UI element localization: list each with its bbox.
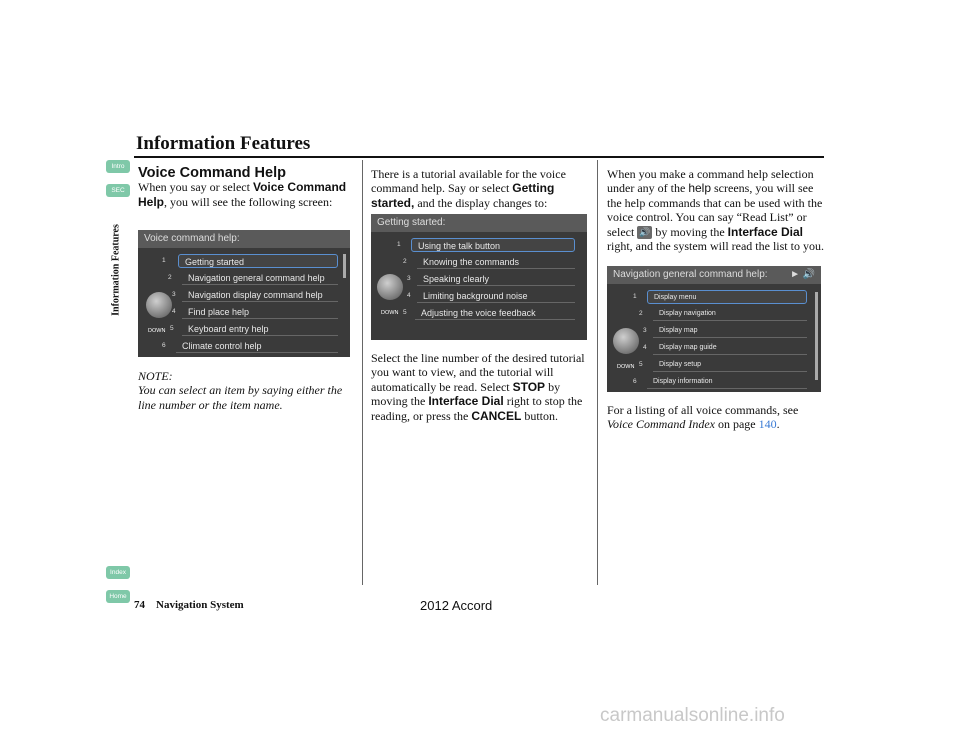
column-divider — [362, 160, 363, 585]
screen-item[interactable]: Find place help — [182, 305, 338, 319]
screen-item[interactable]: Display setup — [653, 358, 807, 372]
paragraph: For a listing of all voice commands, see Voice Command Index on page 140. — [607, 403, 799, 432]
screen-item[interactable]: Adjusting the voice feedback — [415, 306, 575, 320]
screen-item[interactable]: Getting started — [178, 254, 338, 268]
intro-button[interactable]: Intro — [106, 160, 130, 173]
navigation-general-command-help-screen: Navigation general command help: ► 🔊 DOWN 1 2 3 4 5 6 Display menu Display navigation Display map Display map guide Display setup Display information — [607, 266, 821, 392]
page-title: Information Features — [136, 133, 311, 154]
down-label: DOWN — [617, 364, 635, 370]
screen-item[interactable]: Display navigation — [653, 307, 807, 321]
screen-item[interactable]: Speaking clearly — [417, 272, 575, 286]
column-2-intro — [371, 167, 589, 210]
speaker-icon[interactable]: 🔊 — [639, 227, 651, 238]
screen-item[interactable]: Climate control help — [176, 339, 338, 353]
column-divider — [597, 160, 598, 585]
index-button[interactable]: Index — [106, 566, 130, 579]
paragraph: There is a tutorial available for the voice command help. Say or select Getting started, and the display changes to: — [371, 167, 566, 210]
note-label: NOTE: — [138, 369, 173, 383]
column-3-intro — [607, 167, 825, 254]
paragraph: When you make a command help selection under any of the help screens, you will see the help commands that can be used with the voice control. You can say “Read List” or select 🔊 by moving the Interface Dial right, and the system will read the list to you. — [607, 167, 824, 254]
screen-title: Navigation general command help: — [607, 266, 821, 284]
down-label: DOWN — [381, 310, 399, 316]
screen-title: Voice command help: — [138, 230, 350, 248]
watermark-text: carmanualsonline.info — [600, 705, 785, 726]
section-heading: Voice Command Help — [138, 165, 286, 181]
screen-item[interactable]: Limiting background noise — [417, 289, 575, 303]
column-3-body — [607, 403, 827, 432]
page-link[interactable]: 140 — [758, 417, 777, 432]
screen-title: Getting started: — [371, 214, 587, 232]
down-label: DOWN — [148, 328, 166, 334]
note-block — [138, 369, 354, 412]
note-text: You can select an item by saying either the line number or the item name. — [138, 383, 343, 412]
paragraph: When you say or select Voice Command Help, you will see the following screen: — [138, 180, 347, 209]
screen-item[interactable]: Display map — [653, 324, 807, 338]
interface-dial-icon — [613, 328, 639, 354]
home-button[interactable]: Home — [106, 590, 130, 603]
screen-item[interactable]: Display information — [647, 375, 807, 389]
interface-dial-icon — [146, 292, 172, 318]
sec-button[interactable]: SEC — [106, 184, 130, 197]
voice-command-help-screen: Voice command help: DOWN 1 2 3 4 5 6 Getting started Navigation general command help Navigation display command help Find place help Keyboard entry help Climate control help — [138, 230, 350, 357]
scrollbar[interactable] — [343, 254, 346, 278]
column-1 — [138, 166, 352, 209]
screen-item[interactable]: Knowing the commands — [417, 255, 575, 269]
getting-started-screen: Getting started: DOWN 1 2 3 4 5 Using the talk button Knowing the commands Speaking clearly Limiting background noise Adjusting the voice feedback — [371, 214, 587, 340]
screen-item[interactable]: Keyboard entry help — [182, 322, 338, 336]
paragraph: Select the line number of the desired tutorial you want to view, and the tutorial will automatically be read. Select STOP by moving the Interface Dial right to stop the reading, or press the CANCEL button. — [371, 351, 585, 423]
interface-dial-icon — [377, 274, 403, 300]
scrollbar[interactable] — [815, 292, 818, 380]
footer-model: 2012 Accord — [420, 598, 493, 613]
screen-item[interactable]: Navigation display command help — [182, 288, 338, 302]
column-2-body — [371, 351, 591, 423]
play-speaker-icon[interactable]: ► 🔊 — [790, 269, 815, 280]
section-vertical-label: Information Features — [110, 224, 122, 316]
footer-page-info: 74 Navigation System — [134, 599, 244, 611]
screen-item[interactable]: Using the talk button — [411, 238, 575, 252]
screen-item[interactable]: Display menu — [647, 290, 807, 304]
header-rule — [134, 156, 824, 158]
screen-item[interactable]: Display map guide — [653, 341, 807, 355]
screen-item[interactable]: Navigation general command help — [182, 271, 338, 285]
